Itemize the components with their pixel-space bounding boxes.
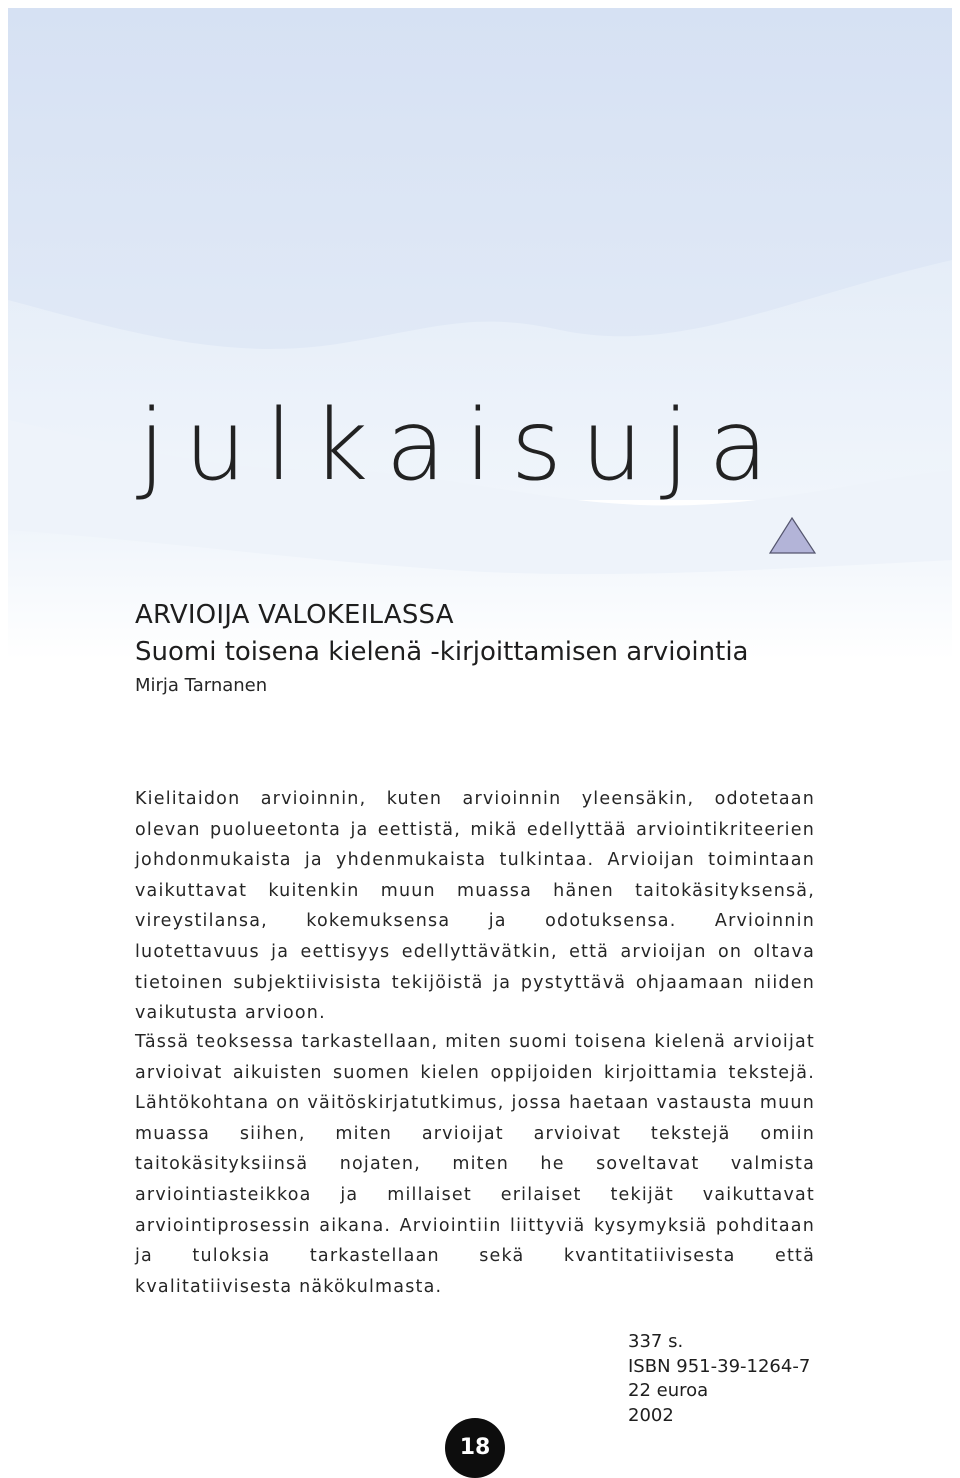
publication-year: 2002 bbox=[628, 1404, 674, 1426]
book-subtitle: Suomi toisena kielenä -kirjoittamisen arviointia bbox=[135, 637, 749, 667]
isbn: ISBN 951-39-1264-7 bbox=[628, 1355, 811, 1377]
description-paragraph-1: Kielitaidon arvioinnin, kuten arvioinnin yleensäkin, odotetaan olevan puolueetonta ja eettistä, mikä edellyttää arviointikriteerien johdonmukaista ja yhdenmukaista tulkintaa. Arvioijan toimintaan vaikuttavat kuitenkin muun muassa hänen taitokäsityksensä, vireystilansa, kokemuksensa ja odotuksensa. Arvioinnin luotettavuus ja eettisyys edellyttävätkin, että arvioijan on oltava tietoinen subjektiivisista tekijöistä ja pystyttävä ohjaamaan niiden vaikutusta arvioon. bbox=[135, 789, 815, 1024]
triangle-icon bbox=[768, 516, 818, 556]
description-paragraph-2: Tässä teoksessa tarkastellaan, miten suomi toisena kielenä arvioijat arvioivat aikuisten suomen kielen oppijoiden kirjoittamia tekstejä. Lähtökohtana on väitöskirjatutkimus, jossa haetaan vastausta muun muassa siihen, miten arvioijat arvioivat tekstejä omiin taitokäsityksiinsä nojaten, miten he soveltavat valmista arviointiasteikkoa ja millaiset erilaiset tekijät vaikuttavat arviointiprosessin aikana. Arviointiin liittyviä kysymyksiä pohditaan ja tuloksia tarkastellaan sekä kvantitatiivisesta että kvalitatiivisesta näkökulmasta. bbox=[135, 1032, 815, 1297]
price: 22 euroa bbox=[628, 1380, 709, 1401]
publication-details bbox=[628, 1330, 810, 1428]
triangle-shape bbox=[770, 518, 815, 553]
book-title: ARVIOIJA VALOKEILASSA bbox=[135, 600, 454, 630]
sky-gradient-background bbox=[0, 0, 960, 660]
page-number-badge: 18 bbox=[445, 1418, 505, 1478]
book-title-block bbox=[135, 598, 748, 700]
series-heading: julkaisuja bbox=[138, 389, 788, 503]
book-author: Mirja Tarnanen bbox=[135, 675, 268, 696]
page-count: 337 s. bbox=[628, 1331, 684, 1352]
